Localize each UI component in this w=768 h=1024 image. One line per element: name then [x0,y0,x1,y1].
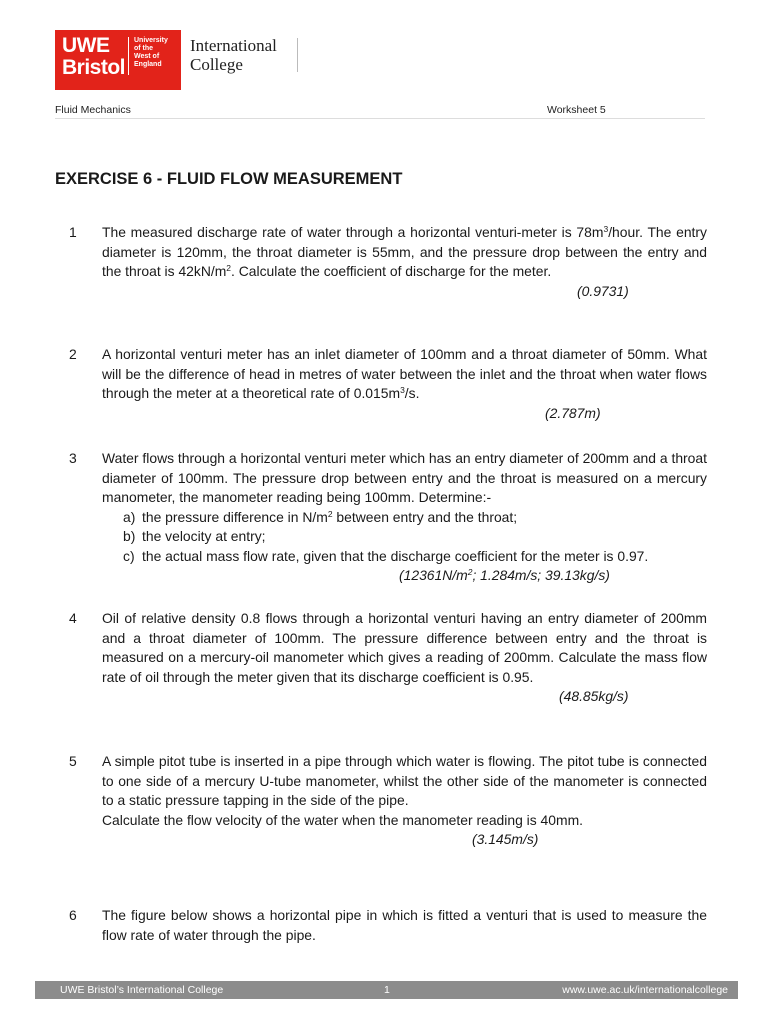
answer: (2.787m) [545,404,601,421]
page-footer [35,981,738,999]
question-body [102,752,707,850]
question-body [102,345,707,423]
logo-divider [128,37,129,75]
q2-sup-a: 3 [400,385,405,395]
question-6 [55,906,707,945]
page-title: EXERCISE 6 - FLUID FLOW MEASUREMENT [55,170,403,188]
q1-text-b: /hour. The entry diameter is 120mm, the throat diameter is 55mm, and the pressure drop between the entry and the throat is 42kN/m [102,224,707,279]
footer-url[interactable]: www.uwe.ac.uk/internationalcollege [562,984,728,996]
sub-question-c [123,547,707,567]
question-body [102,906,707,945]
sub-question-list [102,508,707,567]
question-3 [55,449,707,586]
q2-text-a: A horizontal venturi meter has an inlet diameter of 100mm and a throat diameter of 50mm. What will be the difference of head in metres of water between the inlet and the throat when water flows through the meter at a theoretical rate of 0.015m [102,346,707,401]
sub-letter: a) [123,508,136,525]
sub-letter: c) [123,547,135,564]
question-text: Oil of relative density 0.8 flows through a horizontal venturi having an entry diameter of 200mm and a throat diameter of 100mm. The pressure difference between entry and the throat is measured on a mercury-oil manometer which gives a reading of 200mm. Calculate the mass flow rate of oil through the meter given that its discharge coefficient is 0.95. [102,610,707,685]
question-1 [55,223,707,301]
college-line2: College [190,55,243,74]
question-body [102,609,707,707]
question-text: A simple pitot tube is inserted in a pipe through which water is flowing. The pitot tube is connected to one side of a mercury U-tube manometer, whilst the other side of the manometer is connected to a static pressure tapping in the side of the pipe. [102,753,707,808]
question-5 [55,752,707,850]
logo-small-1: University [134,37,168,44]
answer [102,566,707,586]
footer-college: UWE Bristol’s International College [60,984,224,996]
question-2 [55,345,707,423]
question-body [102,449,707,586]
question-4 [55,609,707,707]
question-text [102,223,707,282]
question-number: 6 [69,907,77,923]
question-text: Water flows through a horizontal venturi meter which has an entry diameter of 200mm and a throat diameter of 100mm. The pressure drop between entry and the throat is measured on a mercury manometer, the manometer reading being 100mm. Determine:- [102,450,707,505]
page-number: 1 [384,984,390,996]
logo-small-3: West of [134,53,160,60]
logo-wordmark [62,35,125,79]
answer: (3.145m/s) [472,831,539,847]
sub-text-b: between entry and the throat; [332,508,518,525]
logo-small-4: England [134,61,162,68]
question-number: 1 [69,224,77,240]
q1-sup-b: 2 [226,263,232,273]
q1-text-c: . Calculate the coefficient of discharge for the meter. [231,263,552,279]
question-number: 4 [69,610,77,626]
logo-university-text [134,37,168,69]
uwe-bristol-logo [55,30,181,90]
logo-line1: UWE [62,34,110,57]
logo-college-text [190,36,277,74]
header-rule [55,118,705,119]
logo-small-2: of the [134,45,154,52]
course-name: Fluid Mechanics [55,104,131,116]
logo-separator [297,38,298,72]
q2-text-b: /s. [404,385,420,401]
q1-sup-a: 3 [603,224,609,234]
question-number: 3 [69,450,77,466]
question-text [102,345,707,404]
sub-question-a [123,508,707,528]
answer: (48.85kg/s) [559,688,629,704]
question-number: 5 [69,753,77,769]
answer: (0.9731) [577,282,629,299]
answer-a: (12361N/m [399,567,468,583]
sub-text: the actual mass flow rate, given that the discharge coefficient for the meter is 0.97. [142,547,649,564]
question-number: 2 [69,346,77,362]
college-line1: International [190,36,277,55]
sub-text: the velocity at entry; [142,528,266,544]
sub-text-a: the pressure difference in N/m [142,508,328,525]
answer-b: ; 1.284m/s; 39.13kg/s) [472,567,610,583]
question-body [102,223,707,301]
logo-line2: Bristol [62,56,126,79]
sub-question-b [123,527,707,547]
sub-sup: 2 [327,508,333,519]
q1-text-a: The measured discharge rate of water through a horizontal venturi-meter is 78m [102,224,604,240]
question-text-2: Calculate the flow velocity of the water when the manometer reading is 40mm. [102,811,584,828]
question-text: The figure below shows a horizontal pipe in which is fitted a venturi that is used to measure the flow rate of water through the pipe. [102,907,707,943]
sub-letter: b) [123,528,136,544]
worksheet-label: Worksheet 5 [547,104,606,116]
answer-sup: 2 [467,567,473,577]
